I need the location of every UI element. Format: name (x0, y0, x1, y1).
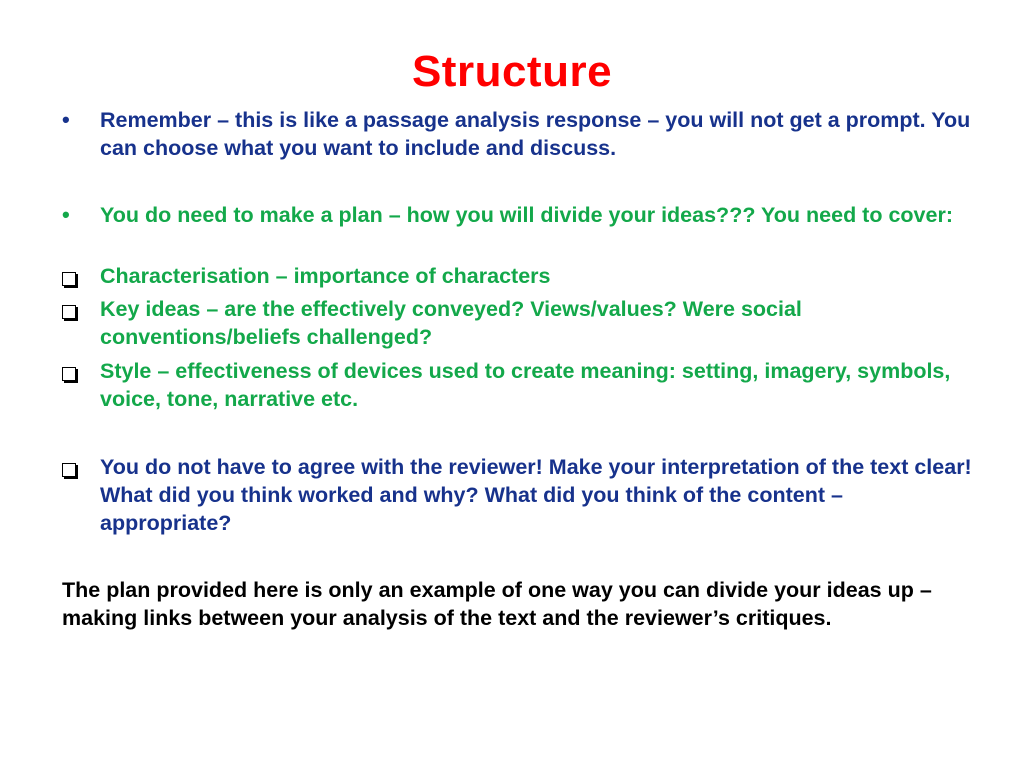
checkbox-icon (62, 272, 76, 286)
checkbox-item-style: Style – effectiveness of devices used to create meaning: setting, imagery, symbols, voice, tone, narrative etc. (100, 359, 951, 411)
bullet-item-remember: Remember – this is like a passage analysis response – you will not get a prompt. You can choose what you want to include and discuss. (100, 108, 971, 160)
bullet-item-plan: You do need to make a plan – how you will divide your ideas??? You need to cover: (100, 203, 953, 227)
checkbox-item-characterisation: Characterisation – importance of characters (100, 264, 551, 288)
checkbox-item-key-ideas: Key ideas – are the effectively conveyed? Views/values? Were social conventions/beliefs challenged? (100, 297, 802, 349)
checkbox-icon (62, 367, 76, 381)
bullet-dot-icon: • (62, 107, 70, 132)
slide-title: Structure (411, 47, 613, 96)
checkbox-icon (62, 305, 76, 319)
checkbox-icon (62, 463, 76, 477)
closing-paragraph: The plan provided here is only an example of one way you can divide your ideas up – making links between your analysis of the text and the reviewer’s critiques. (62, 578, 932, 630)
bullet-dot-icon: • (62, 202, 70, 227)
checkbox-item-reviewer: You do not have to agree with the reviewer! Make your interpretation of the text clear! What did you think worked and why? What did you think of the content – appropriate? (100, 455, 972, 535)
